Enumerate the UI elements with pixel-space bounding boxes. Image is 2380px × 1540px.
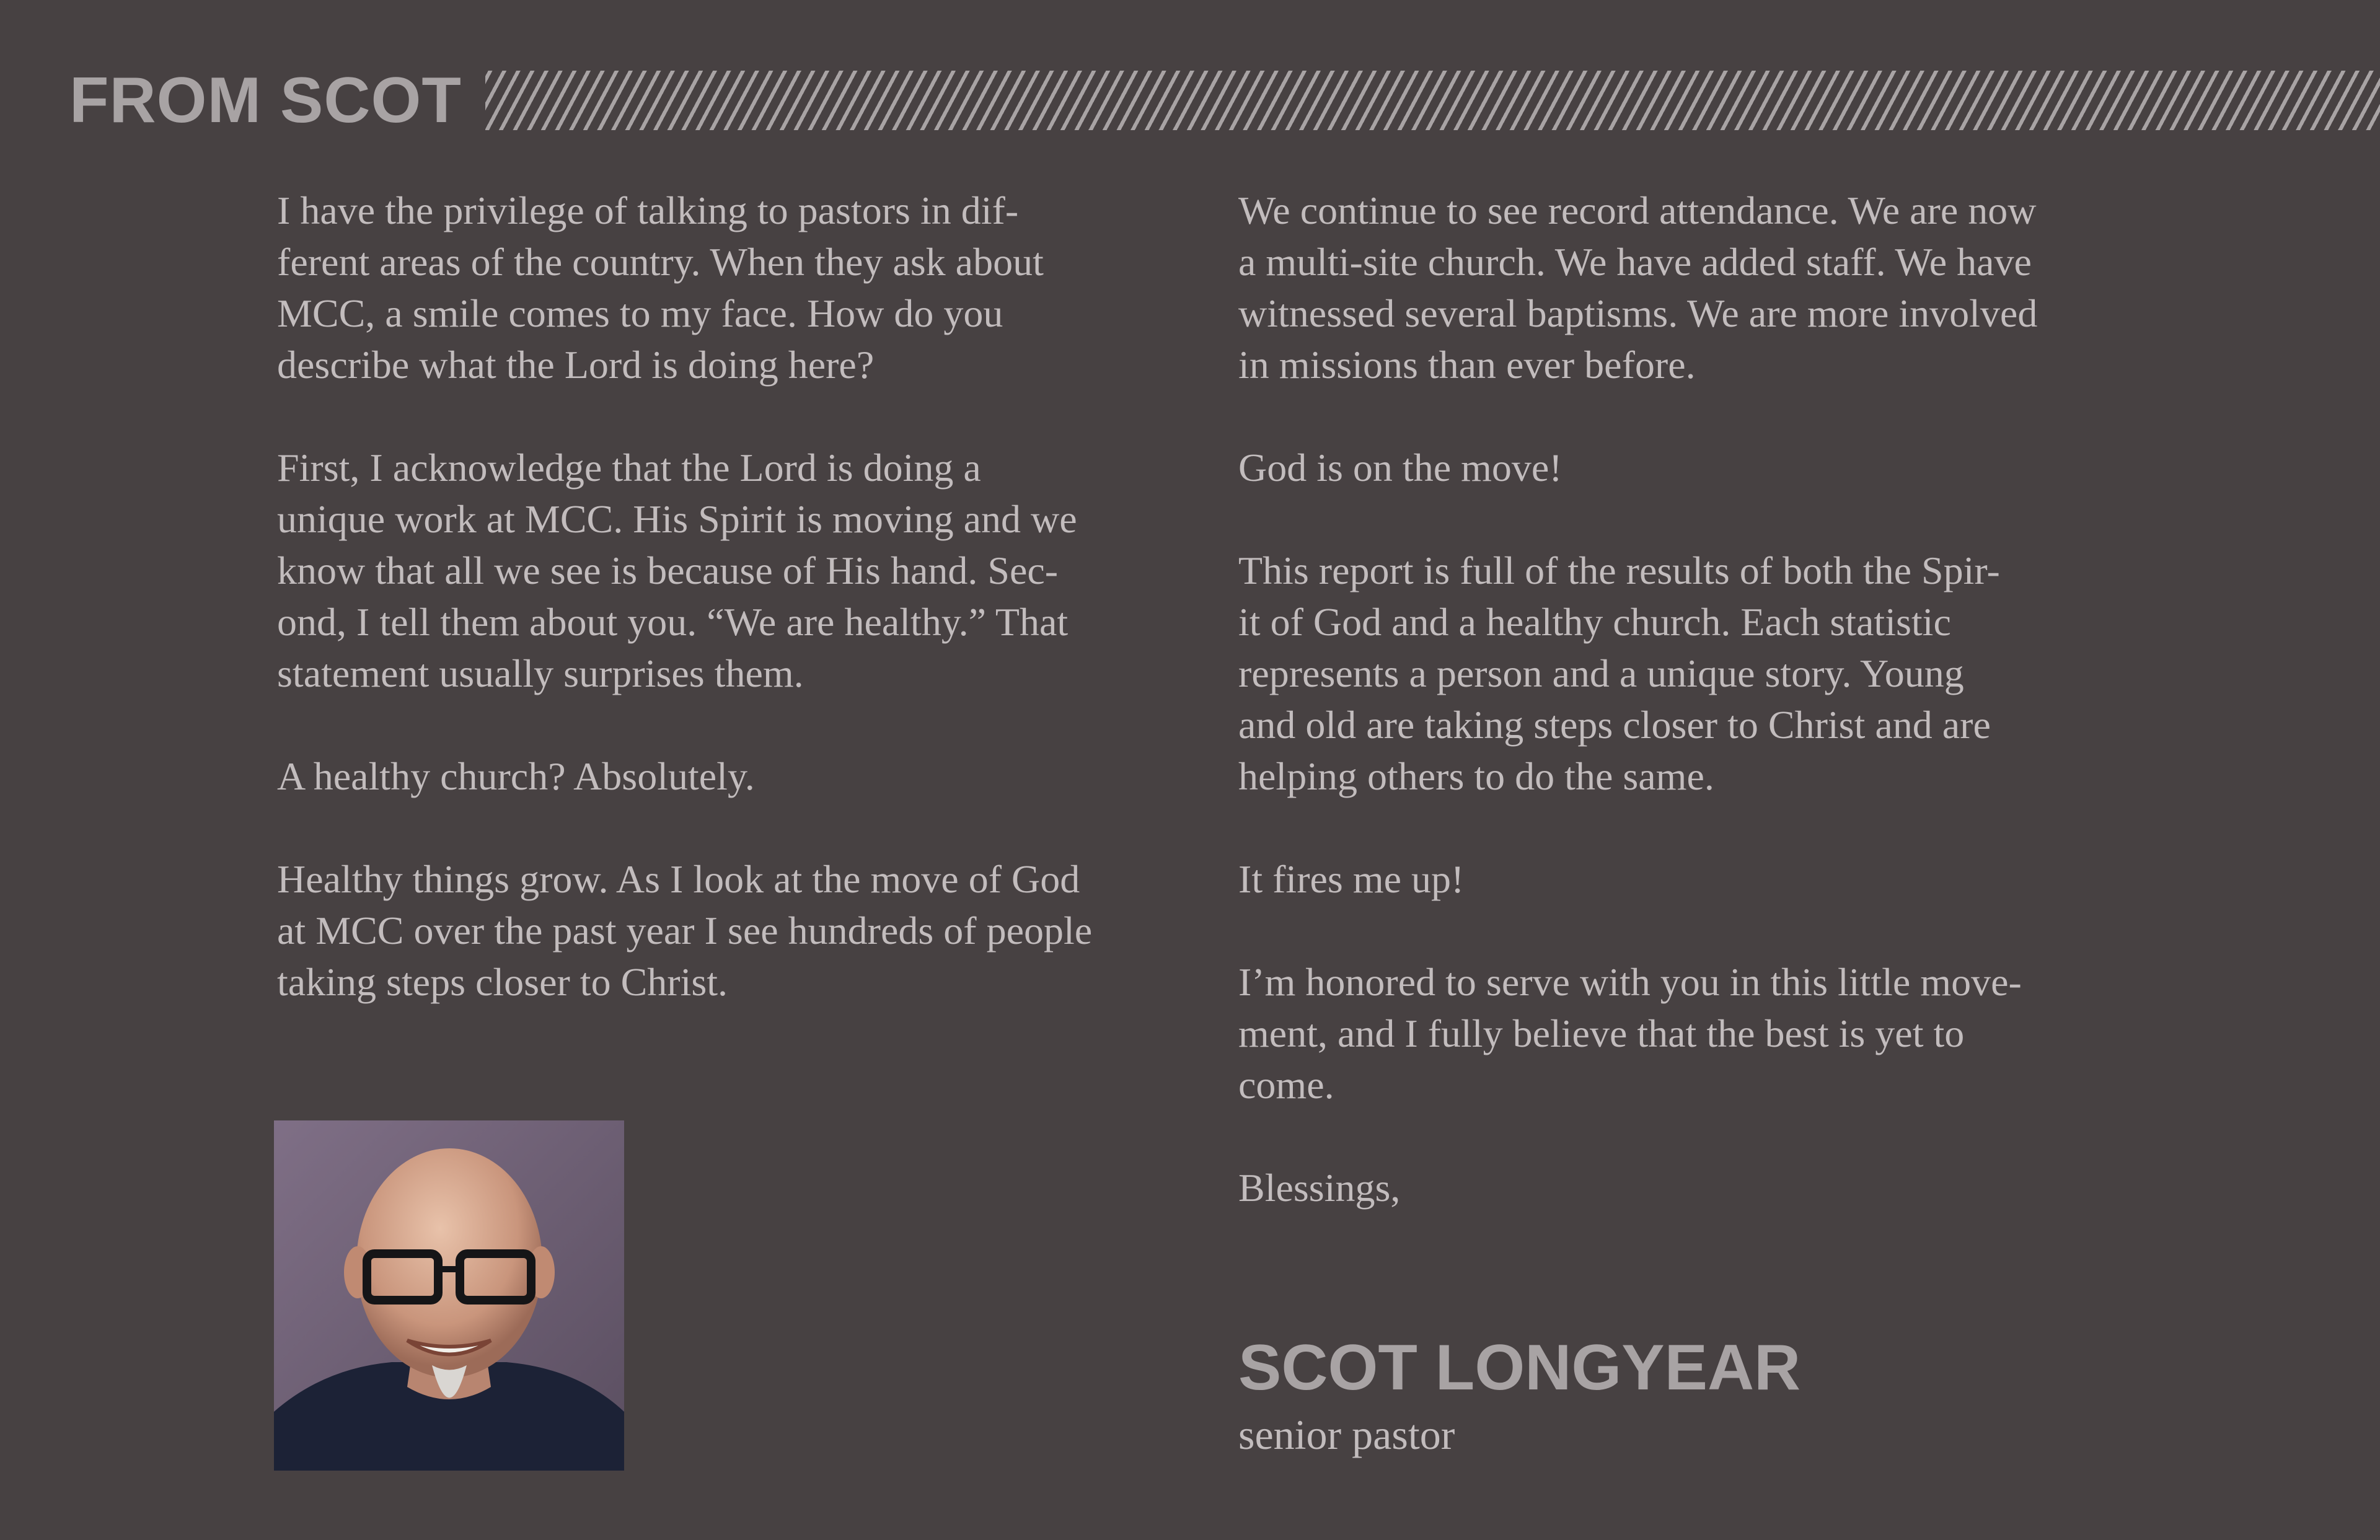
- letter-paragraph: God is on the move!: [1238, 446, 1562, 490]
- letter-paragraph: Healthy things grow. As I look at the move of God at MCC over the past year I see hundreds of people taking steps closer to Christ.: [277, 857, 1093, 1004]
- letter-paragraph: First, I acknowledge that the Lord is doing a unique work at MCC. His Spirit is moving and we know that all we see is because of His hand. Sec- ond, I tell them about you. “We are healthy.” That statement usually surprises them.: [277, 446, 1077, 695]
- letter-paragraph: I’m honored to serve with you in this little move- ment, and I fully believe that the best is yet to come.: [1238, 960, 2022, 1107]
- letter-paragraph: This report is full of the results of both the Spir- it of God and a healthy church. Each statistic represents a person and a unique story. Young and old are taking steps closer to Christ and are helping others to do the same.: [1238, 548, 2000, 798]
- letter-paragraph: We continue to see record attendance. We are now a multi-site church. We have added staff. We have witnessed several baptisms. We are more involved in missions than ever before.: [1238, 188, 2038, 387]
- pastor-portrait-icon: [274, 1120, 624, 1471]
- letter-closing: Blessings,: [1238, 1166, 1401, 1210]
- section-title: FROM SCOT: [69, 64, 462, 136]
- pastor-portrait: [274, 1120, 624, 1471]
- letter-paragraph: I have the privilege of talking to pastors in dif- ferent areas of the country. When they ask about MCC, a smile comes to my face. How do you describe what the Lord is doing here?: [277, 188, 1044, 387]
- letter-paragraph: A healthy church? Absolutely.: [277, 754, 755, 798]
- section-header: [69, 63, 2380, 138]
- signature-title: senior pastor: [1238, 1411, 1455, 1458]
- signature-block: [1238, 1332, 1801, 1458]
- letter-left-column: [277, 185, 1194, 1059]
- letter-right-column: [1238, 185, 2168, 1265]
- letter-paragraph: It fires me up!: [1238, 857, 1465, 901]
- signature-name: SCOT LONGYEAR: [1238, 1332, 1801, 1404]
- hatched-divider: [485, 71, 2380, 130]
